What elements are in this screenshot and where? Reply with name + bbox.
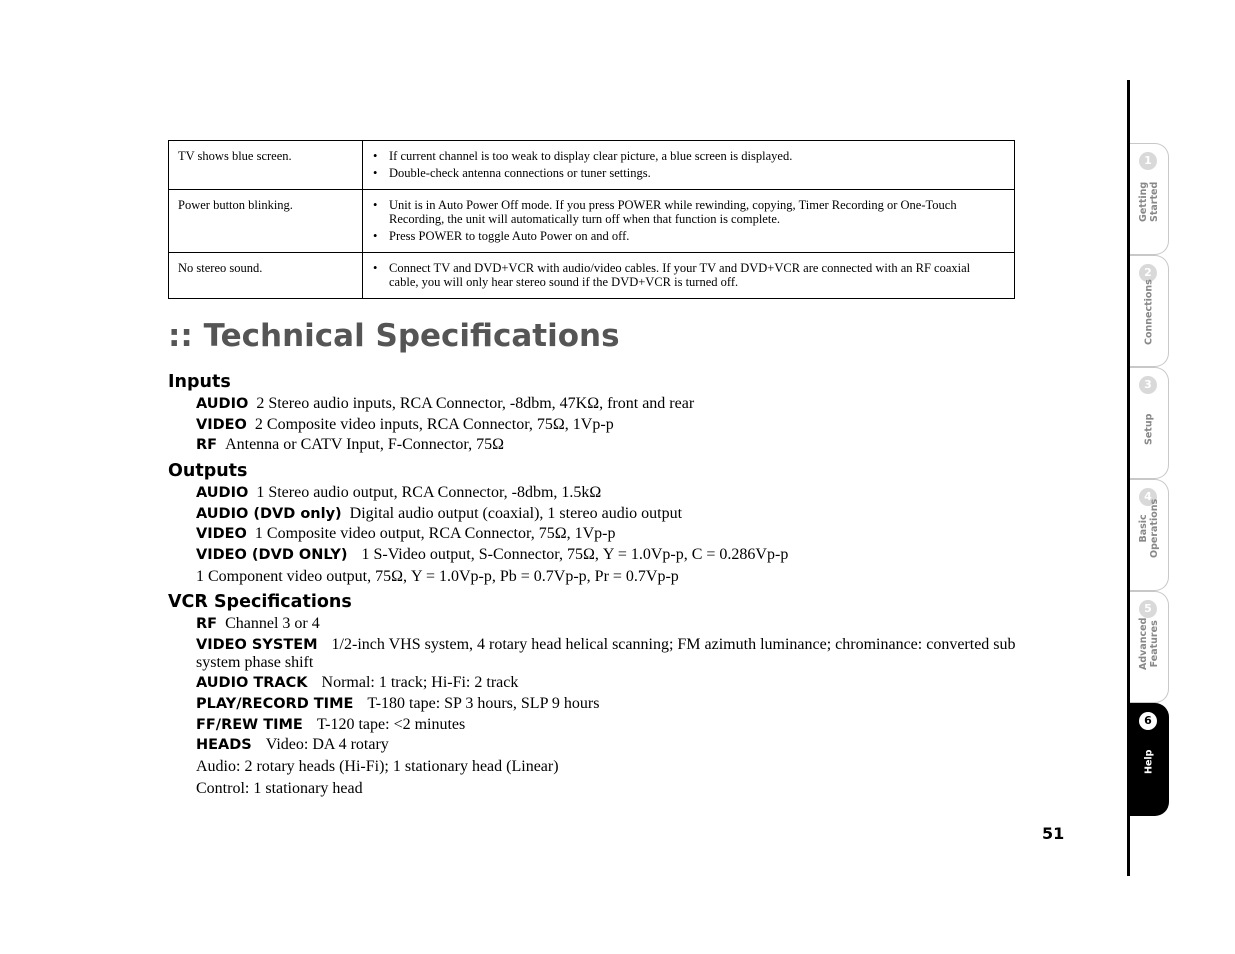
tab-advanced-features[interactable] [1130,591,1169,703]
solution-cell [363,190,1015,253]
inputs-heading: Inputs [168,372,231,392]
spec-line [196,716,1056,734]
spec-value: T-120 tape: <2 minutes [316,716,466,733]
solution-item: • Double-check antenna connections or tuner settings. [389,166,1000,180]
spec-label: VIDEO (DVD ONLY) [196,547,348,563]
spec-value: Channel 3 or 4 [225,615,320,632]
spec-value: Digital audio output (coaxial), 1 stereo audio output [349,505,683,522]
spec-label: VIDEO [196,526,247,542]
spec-label: AUDIO (DVD only) [196,506,342,522]
tab-basic-operations[interactable] [1130,479,1169,591]
chapter-number-badge: 1 [1139,152,1157,170]
spec-label: AUDIO [196,396,249,412]
spec-value: T-180 tape: SP 3 hours, SLP 9 hours [367,695,600,712]
table-row [169,141,1015,190]
spec-line [196,636,1056,671]
chapter-number-badge: 2 [1139,264,1157,282]
chapter-number-badge: 6 [1139,712,1157,730]
chapter-number-badge: 5 [1139,600,1157,618]
spec-value: 1 Composite video output, RCA Connector, 75Ω, 1Vp-p [254,525,616,542]
spec-line [196,505,1056,523]
page-number: 51 [1042,824,1065,843]
tab-connections[interactable] [1130,255,1169,367]
spec-label: RF [196,616,218,632]
spec-label: RF [196,437,218,453]
spec-value: Control: 1 stationary head [196,780,363,797]
tab-help[interactable] [1130,703,1169,816]
spec-line [196,695,1056,713]
solution-item: • Press POWER to toggle Auto Power on and off. [389,229,1000,243]
spec-line [196,416,1056,434]
tab-label: Advanced Features [1138,617,1160,670]
symptom-cell: No stereo sound. [169,253,363,299]
spec-line [196,615,1056,633]
spec-label: AUDIO TRACK [196,675,308,691]
spec-line [196,736,1056,754]
spec-label: PLAY/RECORD TIME [196,696,354,712]
spec-line [196,674,1056,692]
troubleshooting-table [168,140,1015,299]
spec-value: Video: DA 4 rotary [265,736,389,753]
spec-value: 1 Stereo audio output, RCA Connector, -8dbm, 1.5kΩ [256,484,602,501]
solution-item: • Unit is in Auto Power Off mode. If you press POWER while rewinding, copying, Timer Recording or One-Touch Recording, the unit will automatically turn off when that function is complete. [389,198,1000,226]
spec-value: 1 Component video output, 75Ω, Y = 1.0Vp-p, Pb = 0.7Vp-p, Pr = 0.7Vp-p [196,568,679,585]
tab-label: Getting Started [1138,181,1160,222]
spec-line [196,568,1056,585]
spec-line [196,484,1056,502]
solution-item: • Connect TV and DVD+VCR with audio/video cables. If your TV and DVD+VCR are connected with an RF coaxial cable, you will only hear stereo sound if the DVD+VCR is turned off. [389,261,1000,289]
spec-line [196,436,1056,454]
spec-value: Normal: 1 track; Hi-Fi: 2 track [321,674,519,691]
spec-line [196,758,1056,775]
solution-cell [363,141,1015,190]
chapter-number-badge: 4 [1139,488,1157,506]
tab-label: Connections [1143,279,1155,345]
spec-line [196,525,1056,543]
symptom-cell: Power button blinking. [169,190,363,253]
spec-line [196,395,1056,413]
spec-label: FF/REW TIME [196,717,303,733]
spec-label: VIDEO SYSTEM [196,637,318,653]
page-title: :: Technical Specifications [168,318,620,354]
table-row [169,190,1015,253]
spec-label: VIDEO [196,417,247,433]
tab-label: Setup [1143,413,1155,445]
spec-label: AUDIO [196,485,249,501]
spec-value: Antenna or CATV Input, F-Connector, 75Ω [225,436,504,453]
table-row [169,253,1015,299]
spec-value: Audio: 2 rotary heads (Hi-Fi); 1 stationary head (Linear) [196,758,559,775]
chapter-number-badge: 3 [1139,376,1157,394]
spec-label: HEADS [196,737,252,753]
spec-line [196,546,1056,564]
tab-label: Basic Operations [1138,498,1160,558]
spec-value: 2 Stereo audio inputs, RCA Connector, -8dbm, 47KΩ, front and rear [256,395,695,412]
solution-item: • If current channel is too weak to display clear picture, a blue screen is displayed. [389,149,1000,163]
spec-value: 1/2-inch VHS system, 4 rotary head helical scanning; FM azimuth luminance; chrominance: converted sub system phase shift [196,636,1016,671]
spec-value: 1 S-Video output, S-Connector, 75Ω, Y = 1.0Vp-p, C = 0.286Vp-p [361,546,789,563]
outputs-heading: Outputs [168,461,248,481]
spec-value: 2 Composite video inputs, RCA Connector, 75Ω, 1Vp-p [254,416,614,433]
vcr-heading: VCR Specifications [168,592,352,612]
tab-label: Help [1143,749,1155,774]
solution-cell [363,253,1015,299]
spec-line [196,780,1056,797]
tab-setup[interactable] [1130,367,1169,479]
symptom-cell: TV shows blue screen. [169,141,363,190]
tab-getting-started[interactable] [1130,143,1169,255]
